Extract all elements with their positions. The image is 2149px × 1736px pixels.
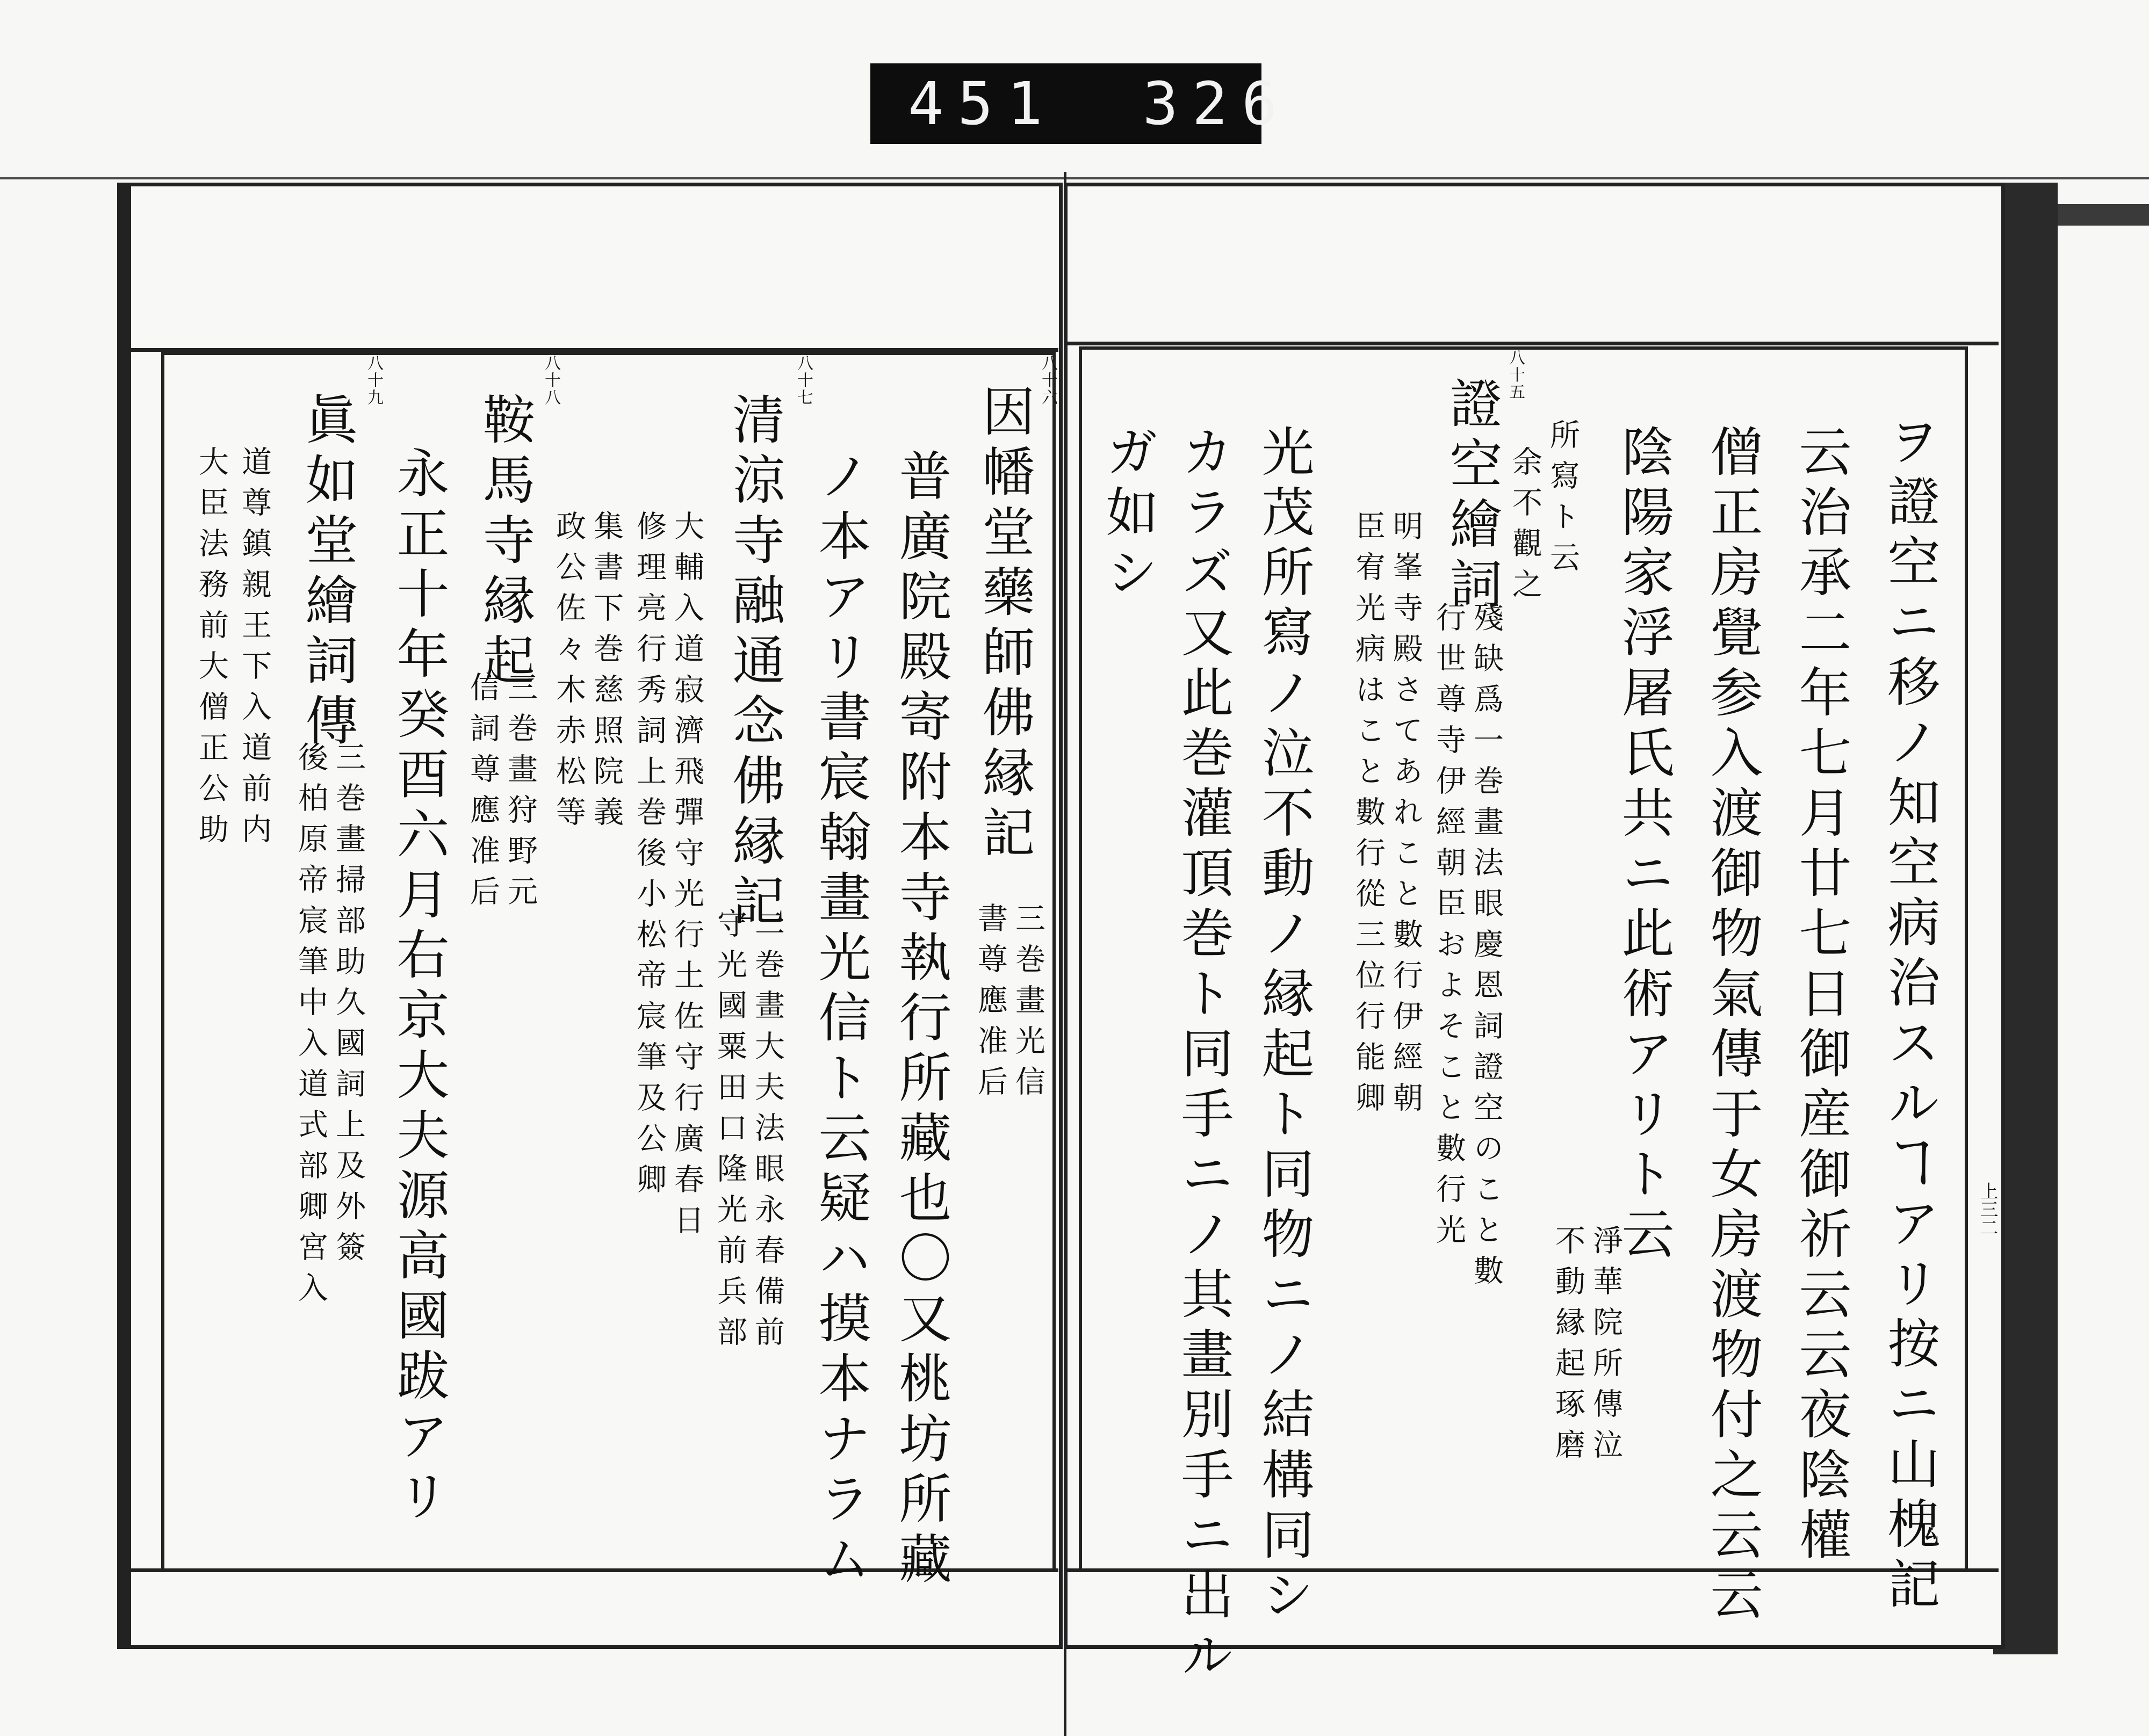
left-col-2: 普廣院殿寄附本寺執行所藏也〇又桃坊所藏 <box>890 449 951 1592</box>
item-number-89: 八十九 <box>364 355 383 406</box>
left-col-3: ノ本アリ書宸翰畫光信ト云疑ハ摸本ナラム <box>810 449 871 1592</box>
right-col-3: 僧正房覺参入渡御物氣傳于女房渡物付之云云 <box>1701 424 1763 1628</box>
left-col-6-a: 集書下巻慈照院義 <box>589 510 624 837</box>
right-col-5-insert-b: 余不觀之 <box>1508 446 1542 609</box>
right-col-8: カラズ又此巻灌頂巻ト同手ニノ其畫別手ニ出ル <box>1172 424 1234 1688</box>
call-number-label <box>870 63 1292 144</box>
right-col-5-insert-a: 所寫ト云 <box>1545 419 1580 582</box>
right-col-5-note-a: 殘缺爲一巻畫法眼慶恩詞證空のこと數 <box>1469 602 1504 1296</box>
item-number-88: 八十八 <box>542 355 560 406</box>
right-col-9: ガ如シ <box>1097 424 1158 605</box>
right-col-7: 光茂所寫ノ泣不動ノ縁起ト同物ニノ結構同シ <box>1253 424 1314 1628</box>
left-header-rule <box>131 348 1058 352</box>
right-col-4-note-a: 淨華院所傳泣 <box>1588 1225 1623 1470</box>
left-col-6-b: 政公佐々木赤松等 <box>551 510 586 837</box>
folio-number: 上三二 <box>1977 1182 1998 1236</box>
scan-line <box>0 177 2149 179</box>
book-spine <box>1064 172 1066 1736</box>
right-col-1: ヲ證空ニ移ノ知空病治スルヿアリ按ニ山槐記 <box>1879 414 1940 1617</box>
right-col-5-title: 證空繪詞 <box>1441 376 1502 617</box>
left-col-7-note-a: 三巻畫狩野元 <box>503 671 538 916</box>
left-col-7-title: 鞍馬寺縁起 <box>474 392 535 693</box>
item-number-87: 八十七 <box>794 355 813 406</box>
left-col-7-note-b: 信詞尊應准后 <box>465 671 500 916</box>
call-number-left: 451 <box>908 69 1057 138</box>
left-col-4-note-b: 守光國粟田口隆光前兵部 <box>712 908 747 1357</box>
right-col-6-b: 臣宥光病はこと數行從三位行能卿 <box>1351 510 1386 1123</box>
right-col-2: 云治承二年七月廿七日御産御祈云云夜陰權 <box>1790 424 1851 1567</box>
right-col-6-a: 明峯寺殿さてあれこと數行伊經朝 <box>1388 510 1423 1123</box>
left-col-1-note-b: 書尊應准后 <box>973 902 1008 1106</box>
left-col-10-a: 道尊鎮親王下入道前内 <box>237 446 272 854</box>
left-col-4-title: 清涼寺融通念佛縁記 <box>724 392 785 934</box>
item-number-86: 八十六 <box>1039 355 1057 406</box>
right-col-4: 陰陽家浮屠氏共ニ此術アリト云 <box>1613 424 1674 1267</box>
left-col-1-title: 因幡堂藥師佛縁記 <box>973 384 1035 865</box>
item-number-85: 八十五 <box>1506 349 1525 401</box>
left-col-8: 永正十年癸酉六月右京大夫源高國跋アリ <box>388 446 449 1529</box>
call-number-right: 326 <box>1142 69 1292 138</box>
book-edge-shadow-top <box>2058 204 2149 226</box>
left-col-4-note-a: 二巻畫大夫法眼永春備前 <box>750 908 785 1357</box>
left-col-10-b: 大臣法務前大僧正公助 <box>194 446 229 854</box>
right-header-rule <box>1064 342 1999 345</box>
left-col-9-note-a: 三巻畫掃部助久國詞上及外簽 <box>331 741 366 1272</box>
right-col-5-note-b: 行世尊寺伊經朝臣およそこと數行光 <box>1431 602 1466 1255</box>
left-col-1-note-a: 三巻畫光信 <box>1011 902 1045 1106</box>
left-col-5-a: 大輔入道寂濟飛彈守光行土佐守行廣春日 <box>669 510 704 1245</box>
left-col-9-note-b: 後柏原帝宸筆中入道式部卿宮入 <box>293 741 328 1313</box>
left-col-5-b: 修理亮行秀詞上巻後小松帝宸筆及公卿 <box>632 510 667 1204</box>
right-col-4-note-b: 不動縁起琢磨 <box>1551 1225 1585 1470</box>
left-col-9-title: 眞如堂繪詞傳 <box>297 392 358 753</box>
